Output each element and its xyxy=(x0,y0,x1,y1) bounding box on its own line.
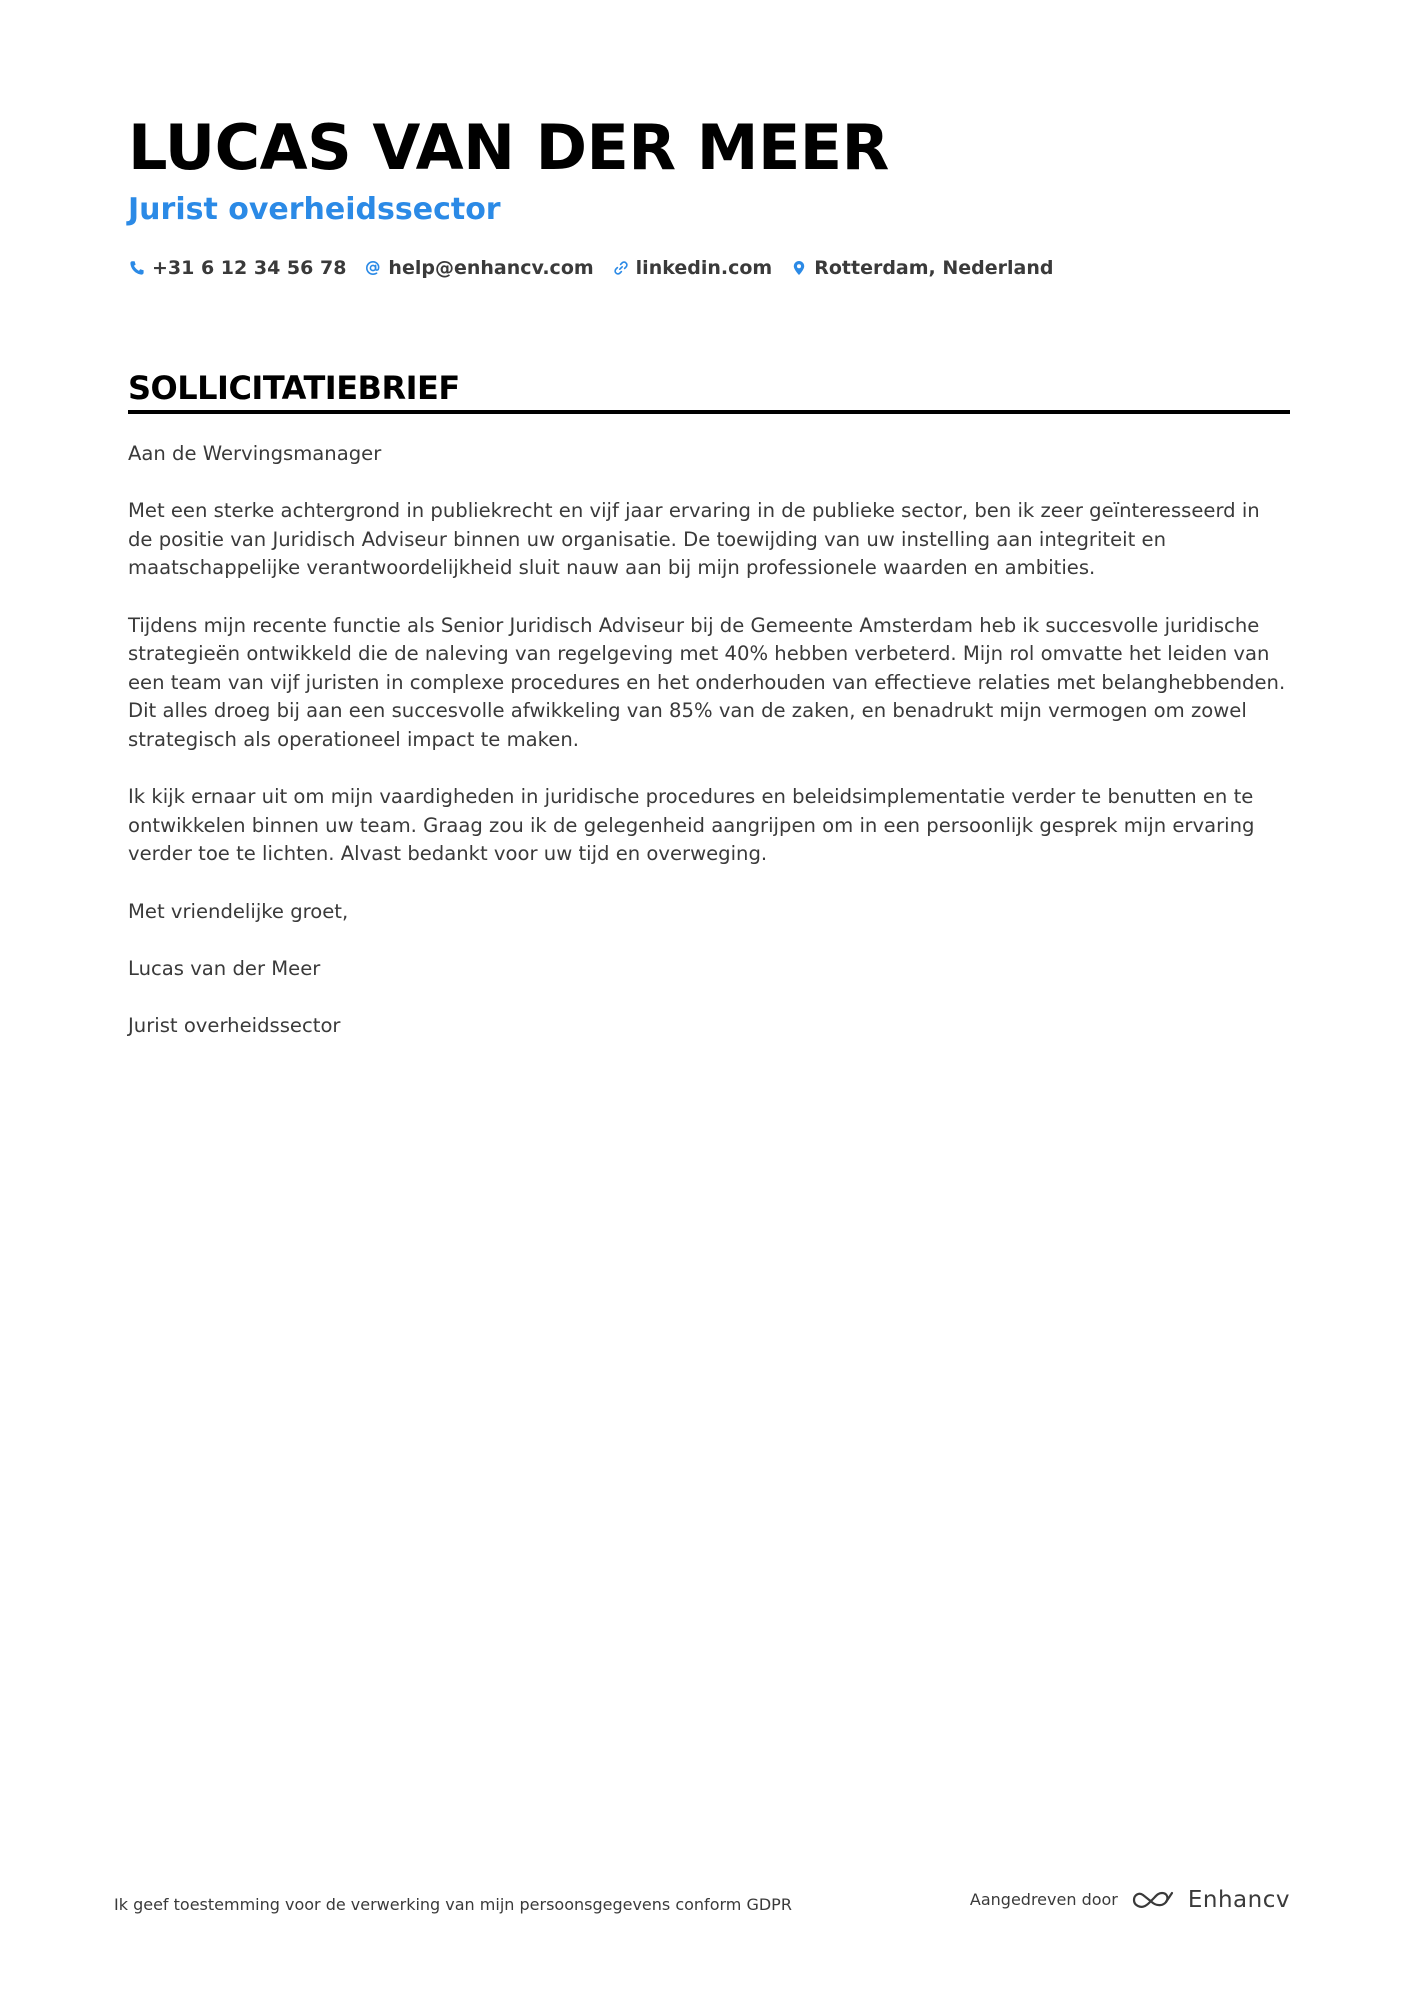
signature-role: Jurist overheidssector xyxy=(128,1013,341,1037)
signature-name: Lucas van der Meer xyxy=(128,956,321,980)
letter-paragraph-1: Met een sterke achtergrond in publiekrecht en vijf jaar ervaring in de publieke sector, ben ik zeer geïnteresseerd in de positie van Juridisch Adviseur binnen uw organisatie. De toewijding van uw instelling aan integriteit en maatschappelijke verantwoordelijkheid sluit nauw aan bij mijn professionele waarden en ambities. xyxy=(128,499,1260,580)
contact-email[interactable] xyxy=(364,253,593,283)
section-title: SOLLICITATIEBRIEF xyxy=(128,369,460,407)
applicant-name: LUCAS VAN DER MEER xyxy=(128,111,889,184)
contact-email-text[interactable]: help@enhancv.com xyxy=(388,257,594,279)
brand-name: Enhancv xyxy=(1187,1887,1290,1913)
phone-icon xyxy=(128,259,146,277)
contact-location-text: Rotterdam, Nederland xyxy=(814,257,1054,279)
contact-bar xyxy=(128,253,1071,283)
letter-salutation: Aan de Wervingsmanager xyxy=(128,442,382,465)
powered-by-label: Aangedreven door xyxy=(969,1890,1118,1909)
contact-location xyxy=(790,253,1053,283)
location-pin-icon xyxy=(790,259,808,277)
gdpr-consent: Ik geef toestemming voor de verwerking van mijn persoonsgegevens conform GDPR xyxy=(114,1895,792,1914)
letter-body xyxy=(128,440,1290,1069)
at-icon xyxy=(364,259,382,277)
contact-phone xyxy=(128,253,346,283)
contact-phone-text: +31 6 12 34 56 78 xyxy=(152,257,347,279)
letter-paragraph-2: Tijdens mijn recente functie als Senior Juridisch Adviseur bij de Gemeente Amsterdam heb ik succesvolle juridische strategieën ontwikkeld die de naleving van regelgeving met 40% hebben verbeterd. Mijn rol omvatte het leiden van een team van vijf juristen in complexe procedures en het onderhouden van effectieve relaties met belanghebbenden. Dit alles droeg bij aan een succesvolle afwikkeling van 85% van de zaken, en benadrukt mijn vermogen om zowel strategisch als operationeel impact te maken. xyxy=(128,613,1286,751)
link-icon xyxy=(612,259,630,277)
powered-by xyxy=(970,1885,1290,1915)
enhancv-logo-icon xyxy=(1130,1887,1176,1913)
contact-linkedin-text[interactable]: linkedin.com xyxy=(635,257,773,279)
job-title: Jurist overheidssector xyxy=(128,192,501,227)
letter-closing: Met vriendelijke groet, xyxy=(128,899,349,923)
letter-paragraph-3: Ik kijk ernaar uit om mijn vaardigheden in juridische procedures en beleidsimplementatie verder te benutten en te ontwikkelen binnen uw team. Graag zou ik de gelegenheid aangrijpen om in een persoonlijk gesprek mijn ervaring verder toe te lichten. Alvast bedankt voor uw tijd en overweging. xyxy=(128,785,1255,866)
contact-linkedin[interactable] xyxy=(612,253,773,283)
section-divider xyxy=(128,410,1290,414)
